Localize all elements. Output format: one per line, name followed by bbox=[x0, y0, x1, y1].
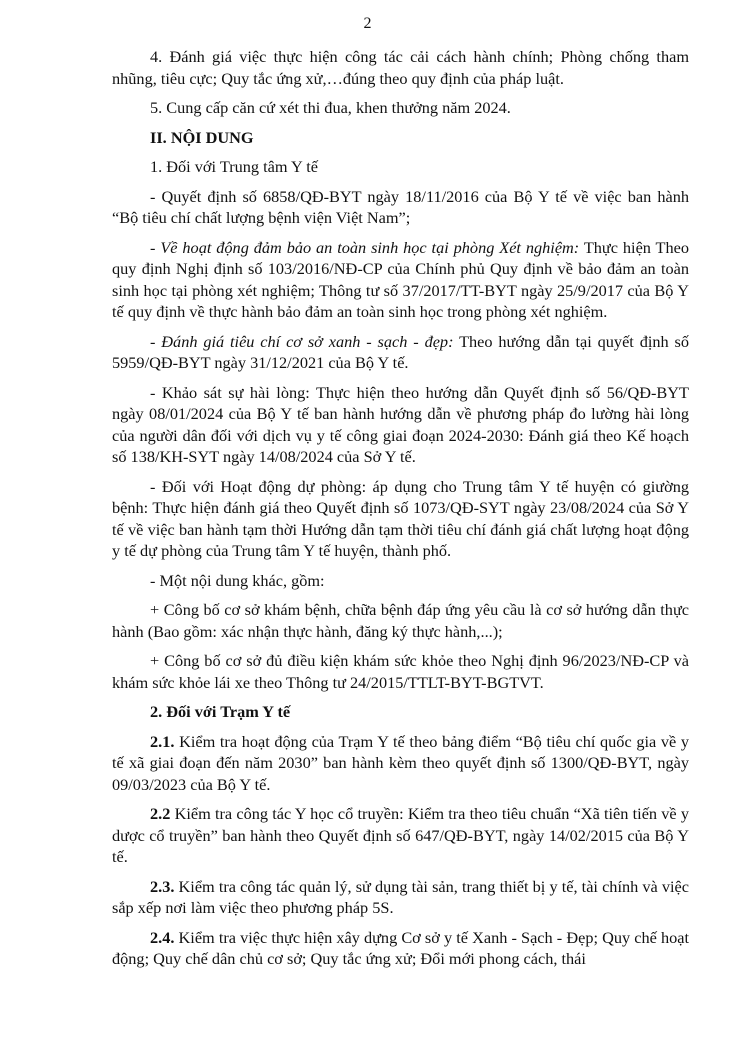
paragraph-objective-5: 5. Cung cấp căn cứ xét thi đua, khen thưởng năm 2024. bbox=[150, 98, 511, 117]
subheading-trung-tam-y-te: 1. Đối với Trung tâm Y tế bbox=[150, 157, 318, 176]
paragraph-cong-bo-huong-dan: + Công bố cơ sở khám bệnh, chữa bệnh đáp ứng yêu cầu là cơ sở hướng dẫn thực hành (Bao gồm: xác nhận thực hành, đăng ký thực hành,...); bbox=[112, 600, 689, 641]
paragraph-2-2 bbox=[112, 803, 689, 868]
paragraph-text: Kiểm tra công tác Y học cổ truyền: Kiểm tra theo tiêu chuẩn “Xã tiên tiến về y dược cổ truyền” ban hành theo Quyết định số 647/QĐ-BYT, ngày 14/02/2015 của Bộ Y tế. bbox=[112, 804, 689, 866]
paragraph-khao-sat-hai-long: - Khảo sát sự hài lòng: Thực hiện theo hướng dẫn Quyết định số 56/QĐ-BYT ngày 08/01/2024 của Bộ Y tế ban hành hướng dẫn về phương pháp đo lường hài lòng của người dân đối với dịch vụ y tế công giai đoạn 2024-2030: Đánh giá theo Kế hoạch số 138/KH-SYT ngày 14/08/2024 của Sở Y tế. bbox=[112, 382, 689, 466]
paragraph-quyet-dinh-6858: - Quyết định số 6858/QĐ-BYT ngày 18/11/2016 của Bộ Y tế về việc ban hành “Bộ tiêu chí chất lượng bệnh viện Việt Nam”; bbox=[112, 186, 689, 227]
paragraph-text: Kiểm tra công tác quản lý, sử dụng tài sản, trang thiết bị y tế, tài chính và việc sắp xếp nơi làm việc theo phương pháp 5S. bbox=[112, 876, 689, 917]
item-number: 2.3. bbox=[150, 876, 175, 896]
paragraph-lead-italic: - Đánh giá tiêu chí cơ sở xanh - sạch - đẹp: bbox=[150, 331, 454, 351]
paragraph-xanh-sach-dep bbox=[112, 331, 689, 374]
paragraph-text: Kiểm tra việc thực hiện xây dựng Cơ sở y tế Xanh - Sạch - Đẹp; Quy chế hoạt động; Quy chế dân chủ cơ sở; Quy tắc ứng xử; Đổi mới phong cách, thái bbox=[112, 927, 689, 968]
paragraph-2-1 bbox=[112, 731, 689, 796]
paragraph-cong-bo-kham-suc-khoe: + Công bố cơ sở đủ điều kiện khám sức khỏe theo Nghị định 96/2023/NĐ-CP và khám sức khỏe lái xe theo Thông tư 24/2015/TTLT-BYT-BGTVT. bbox=[112, 651, 689, 692]
item-number: 2.2 bbox=[150, 804, 171, 823]
paragraph-lead-italic: - Về hoạt động đảm bảo an toàn sinh học tại phòng Xét nghiệm: bbox=[150, 237, 580, 257]
paragraph-text: Theo hướng dẫn tại quyết định số 5959/QĐ-BYT ngày 31/12/2021 của Bộ Y tế. bbox=[112, 331, 689, 372]
paragraph-noi-dung-khac: - Một nội dung khác, gồm: bbox=[150, 570, 325, 590]
paragraph-text: Kiểm tra hoạt động của Trạm Y tế theo bảng điểm “Bộ tiêu chí quốc gia về y tế xã giai đoạn đến năm 2030” ban hành kèm theo quyết định số 1300/QĐ-BYT, ngày 09/03/2023 của Bộ Y tế. bbox=[112, 731, 689, 794]
paragraph-objective-4: 4. Đánh giá việc thực hiện công tác cải cách hành chính; Phòng chống tham nhũng, tiêu cực; Quy tắc ứng xử,…đúng theo quy định của pháp luật. bbox=[112, 47, 689, 88]
paragraph-text: Thực hiện Theo quy định Nghị định số 103/2016/NĐ-CP của Chính phủ Quy định về bảo đảm an toàn sinh học tại phòng xét nghiệm; Thông tư số 37/2017/TT-BYT ngày 25/9/2017 của Bộ Y tế quy định về thực hành bảo đảm an toàn sinh học trong phòng xét nghiệm. bbox=[112, 237, 689, 321]
paragraph-an-toan-sinh-hoc bbox=[112, 237, 689, 323]
section-heading-noi-dung: II. NỘI DUNG bbox=[150, 127, 254, 147]
page-number: 2 bbox=[363, 15, 372, 32]
paragraph-2-3 bbox=[112, 876, 689, 919]
item-number: 2.4. bbox=[150, 927, 175, 947]
item-number: 2.1. bbox=[150, 731, 175, 751]
subheading-tram-y-te: 2. Đối với Trạm Y tế bbox=[150, 702, 291, 721]
paragraph-2-4 bbox=[112, 927, 689, 970]
paragraph-du-phong: - Đối với Hoạt động dự phòng: áp dụng cho Trung tâm Y tế huyện có giường bệnh: Thực hiện đánh giá theo Quyết định số 1073/QĐ-SYT ngày 23/08/2024 của Sở Y tế về việc ban hành tạm thời Hướng dẫn tạm thời tiêu chí đánh giá chất lượng hoạt động y tế dự phòng của Trung tâm Y tế huyện, thành phố. bbox=[112, 476, 689, 560]
document-body bbox=[112, 46, 689, 978]
